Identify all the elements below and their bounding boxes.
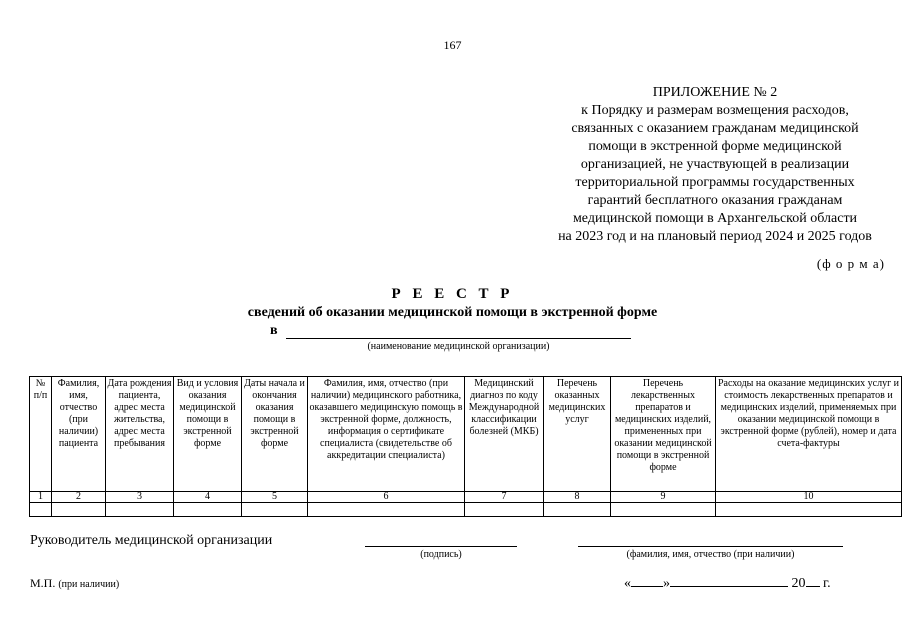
column-number: 4: [174, 492, 242, 503]
table-header-row: [30, 377, 902, 492]
full-name-caption: (фамилия, имя, отчество (при наличии): [626, 549, 795, 560]
day-blank: [631, 573, 663, 587]
table-cell: [716, 503, 902, 517]
column-number-row: [30, 492, 902, 503]
appendix-line: на 2023 год и на плановый период 2024 и 2025 годов: [558, 229, 872, 244]
column-header-drugs: Перечень лекарственных препаратов и медицинских изделий, примененных при оказании медицинской помощи в экстренной форме: [611, 377, 716, 492]
head-of-organization-label: Руководитель медицинской организации: [30, 533, 273, 548]
table-cell: [544, 503, 611, 517]
column-number: 8: [544, 492, 611, 503]
year-suffix: г.: [823, 576, 831, 591]
table-cell: [465, 503, 544, 517]
appendix-line: к Порядку и размерам возмещения расходов,: [581, 103, 849, 118]
table-cell: [611, 503, 716, 517]
appendix-line: территориальной программы государственных: [575, 175, 855, 190]
year-blank: [806, 573, 820, 587]
appendix-line: гарантий бесплатного оказания гражданам: [587, 193, 843, 208]
table-row: [30, 503, 902, 517]
column-header-diagnosis: Медицинский диагноз по коду Международной классификации болезней (МКБ): [465, 377, 544, 492]
table-cell: [242, 503, 308, 517]
date-close-quote: »: [663, 576, 670, 591]
date-field: [624, 573, 831, 592]
column-header-expenses: Расходы на оказание медицинских услуг и стоимость лекарственных препаратов и медицинских изделий, применяемых при оказании медицинской помощи в экстренной форме (рублей), номер и дата счета-фактуры: [716, 377, 902, 492]
month-blank: [670, 573, 788, 587]
table-cell: [30, 503, 52, 517]
appendix-line: помощи в экстренной форме медицинской: [588, 139, 842, 154]
signature-caption: (подпись): [420, 549, 462, 560]
table-cell: [174, 503, 242, 517]
org-prefix: в: [270, 323, 278, 338]
date-open-quote: «: [624, 576, 631, 591]
full-name-field: [578, 546, 843, 547]
column-number: 6: [308, 492, 465, 503]
table-cell: [52, 503, 106, 517]
column-header-patient-name: Фамилия, имя, отчество (при наличии) пациента: [52, 377, 106, 492]
document-subtitle: сведений об оказании медицинской помощи в экстренной форме: [247, 305, 658, 320]
signature-field: [365, 546, 517, 547]
column-number: 1: [30, 492, 52, 503]
document-title: Р Е Е С Т Р: [391, 286, 514, 302]
table-cell: [106, 503, 174, 517]
column-header-medical-worker: Фамилия, имя, отчество (при наличии) медицинского работника, оказавшего медицинскую помощь в экстренной форме, должность, информация о сертификате специалиста (свидетельстве об аккредитации специалиста): [308, 377, 465, 492]
column-number: 9: [611, 492, 716, 503]
table-cell: [308, 503, 465, 517]
stamp-note: (при наличии): [58, 579, 120, 590]
column-number: 2: [52, 492, 106, 503]
column-number: 10: [716, 492, 902, 503]
year-prefix: 20: [791, 576, 806, 591]
column-header-services: Перечень оказанных медицинских услуг: [544, 377, 611, 492]
form-note: (ф о р м а): [816, 256, 885, 271]
page-number: 167: [443, 38, 462, 52]
appendix-block: [520, 84, 905, 246]
column-number: 5: [242, 492, 308, 503]
column-header-care-dates: Даты начала и окончания оказания помощи в экстренной форме: [242, 377, 308, 492]
appendix-line: организацией, не участвующей в реализации: [580, 157, 850, 172]
column-header-care-type: Вид и условия оказания медицинской помощи в экстренной форме: [174, 377, 242, 492]
column-number: 3: [106, 492, 174, 503]
org-name-field: [286, 338, 631, 339]
registry-table: [29, 376, 902, 517]
column-header-number: № п/п: [30, 377, 52, 492]
appendix-line: связанных с оказанием гражданам медицинской: [571, 121, 859, 136]
appendix-title: ПРИЛОЖЕНИЕ № 2: [652, 85, 778, 100]
stamp-text: М.П.: [30, 576, 56, 590]
column-header-birth-address: Дата рождения пациента, адрес места жительства, адрес места пребывания: [106, 377, 174, 492]
appendix-line: медицинской помощи в Архангельской области: [572, 211, 858, 226]
column-number: 7: [465, 492, 544, 503]
org-name-caption: (наименование медицинской организации): [367, 341, 550, 352]
stamp-label: [30, 576, 119, 591]
